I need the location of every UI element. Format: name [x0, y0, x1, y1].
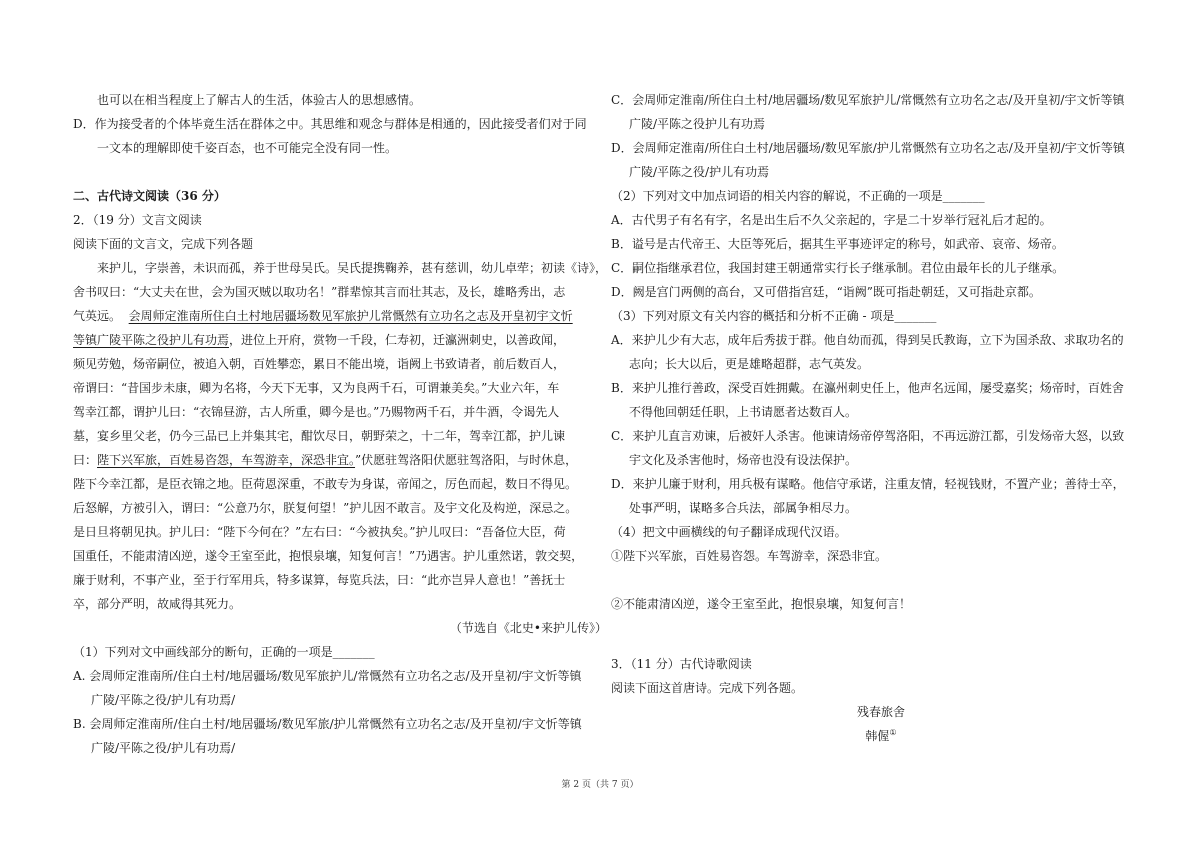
option-b-cont: 不得他回朝廷任职，上书请愿者达数百人。 — [629, 405, 858, 419]
passage-line: 卒，部分严明，故咸得其死力。 — [73, 597, 242, 611]
text-line: 也可以在相当程度上了解古人的生活，体验古人的思想感情。 — [97, 93, 422, 107]
translation-item: ①陛下兴军旅，百姓易咨怨。车驾游幸，深恐非宜。 — [611, 549, 888, 563]
option-d: D．阙是宫门两侧的高台，又可借指宫廷，“诣阙”既可指赴朝廷，又可指赴京都。 — [611, 285, 1041, 299]
option-c: C．来护儿直言劝谏，后被奸人杀害。他谏请炀帝停驾洛阳，不再远游江都，引发炀帝大怒，以致 — [611, 429, 1125, 443]
poem-title: 残春旅舍 — [856, 705, 905, 719]
passage-text: 曰： — [73, 453, 98, 467]
right-column — [611, 88, 1151, 748]
underlined-text: 会周师定淮南所住白土村地居疆场数见军旅护儿常慨然有立功名之志及开皇初宇文忻 — [128, 309, 573, 323]
passage-line: 帝谓曰：“昔国步未康，卿为名将，今天下无事，又为良两千石，可谓兼美矣。”大业六年，车 — [73, 381, 560, 395]
passage-line: 陛下今幸江都，是臣衣锦之地。臣荷恩深重，不敢专为身谋，帝闻之，厉色而起，数日不得见。 — [73, 477, 578, 491]
passage-line: 是日旦将朝见执。护儿曰：“陛下今何在？”左右曰：“今被执矣。”护儿叹曰：“吾备位大臣，荷 — [73, 525, 566, 539]
option-a: A．古代男子有名有字，名是出生后不久父亲起的，字是二十岁举行冠礼后才起的。 — [611, 213, 1052, 227]
question: （4）把文中画横线的句子翻译成现代汉语。 — [611, 525, 847, 539]
option-d: D．作为接受者的个体毕竟生活在群体之中。其思维和观念与群体是相通的，因此接受者们对于同 — [73, 117, 587, 131]
option-b: B．来护儿推行善政，深受百姓拥戴。在瀛州刺史任上，他声名远闻，屡受嘉奖；炀帝时，百姓舍 — [611, 381, 1124, 395]
passage-line: 廉于财利，不事产业，至于行军用兵，特多谋算，每览兵法，曰：“此亦岂异人意也！”善抚士 — [73, 573, 566, 587]
passage-line — [73, 328, 613, 352]
option-b: B. 会周师定淮南所/住白土村/地居疆场/数见军旅/护儿常慨然有立功名之志/及开皇初/宇文忻等镇 — [73, 717, 582, 731]
question-heading: 2．（19 分）文言文阅读 — [73, 213, 202, 227]
passage-line: 墓，宴乡里父老，仍今三品已上并集其宅，酣饮尽日，朝野荣之，十二年，驾幸江都，护儿谏 — [73, 429, 566, 443]
question-heading: 3．（11 分）古代诗歌阅读 — [611, 657, 752, 671]
passage-text: ”伏愿驻驾洛阳伏愿驻驾洛阳，与时休息， — [355, 453, 578, 467]
passage-line — [73, 304, 613, 328]
option-d-cont: 处事严明，谋略多合兵法，部属争相尽力。 — [629, 501, 858, 515]
option-a-cont: 志向；长大以后，更是雄略超群，志气英发。 — [629, 357, 870, 371]
underlined-text: 陛下兴军旅，百姓易咨怨，车驾游幸，深恐非宜。 — [97, 453, 356, 467]
footnote-marker: ① — [889, 728, 897, 737]
passage-line: 国重任，不能肃清凶逆，遂令王室至此，抱恨泉壤，知复何言！”乃遇害。护儿重然诺，敦交契， — [73, 549, 584, 563]
page-footer: 第 2 页（共 7 页） — [561, 780, 639, 790]
question: （2）下列对文中加点词语的相关内容的解说，不正确的一项是_______ — [611, 189, 985, 203]
poem-author-name: 韩偓 — [865, 729, 890, 743]
option-c: C．会周师定淮南/所住白土村/地居疆场/数见军旅护儿/常慨然有立功名之志/及开皇初/宇文忻等镇 — [611, 93, 1125, 107]
option-c-cont: 广陵/平陈之役护儿有功焉 — [629, 117, 766, 131]
option-b: B．谥号是古代帝王、大臣等死后，据其生平事迹评定的称号，如武帝、哀帝、炀帝。 — [611, 237, 1064, 251]
passage-text: 气英远。 — [73, 309, 122, 323]
option-a: A. 会周师定淮南所/住白土村/地居疆场/数见军旅护儿/常慨然有立功名之志/及开皇初/宇文忻等镇 — [73, 669, 582, 683]
option-c-cont: 宇文化及杀害他时，炀帝也没有设法保护。 — [629, 453, 858, 467]
option-d: D．来护儿廉于财利，用兵极有谋略。他信守承诺，注重友情，轻视钱财，不置产业；善待士卒， — [611, 477, 1125, 491]
source-citation: （节选自《北史•来护儿传》） — [449, 621, 607, 635]
passage-line: 舍书叹曰：“大丈夫在世，会为国灭贼以取功名！”群辈惊其言而壮其志，及长，雄略秀出，志 — [73, 285, 566, 299]
option-b-cont: 广陵/平陈之役/护儿有功焉/ — [91, 741, 236, 755]
question: （3）下列对原文有关内容的概括和分析不正确 - 项是_______ — [611, 309, 937, 323]
option-d-cont: 广陵/平陈之役/护儿有功焉 — [629, 165, 770, 179]
text-line: 一文本的理解即使千姿百态，也不可能完全没有同一性。 — [97, 141, 398, 155]
question: （1）下列对文中画线部分的断句，正确的一项是_______ — [73, 645, 375, 659]
passage-line: 后怒解，方被引入，谓曰：“公意乃尔，朕复何望！”护儿因不敢言。及宇文化及构逆，深忌之。 — [73, 501, 578, 515]
passage-text: ，进位上开府，赏物一千段，仁寿初，迁瀛洲刺史，以善政闻， — [229, 333, 566, 347]
instruction: 阅读下面这首唐诗。完成下列各题。 — [611, 681, 804, 695]
poem-author — [611, 724, 1151, 748]
passage-line: 来护儿，字崇善，未识而孤，养于世母吴氏。吴氏提携鞠养，甚有慈训，幼儿卓荦；初读《诗》， — [97, 261, 608, 275]
option-a: A．来护儿少有大志，成年后秀拔于群。他自幼而孤，得到吴氏教诲，立下为国杀敌、求取功名的 — [611, 333, 1124, 347]
underlined-text: 等镇广陵平陈之役护儿有功焉 — [73, 333, 230, 347]
instruction: 阅读下面的文言文，完成下列各题 — [73, 237, 254, 251]
passage-line: 驾幸江都，谓护儿曰：“衣锦昼游，古人所重，卿今是也。”乃赐物两千石，并牛酒，令谒先人 — [73, 405, 560, 419]
section-title: 二、古代诗文阅读（36 分） — [73, 189, 226, 203]
translation-item: ②不能肃清凶逆，遂令王室至此，抱恨泉壤，知复何言！ — [611, 597, 912, 611]
left-column — [73, 88, 613, 760]
option-a-cont: 广陵/平陈之役/护儿有功焉/ — [91, 693, 236, 707]
passage-line: 频见劳勉，炀帝嗣位，被追入朝，百姓攀恋，累日不能出境，诣阙上书致请者，前后数百人， — [73, 357, 566, 371]
option-c: C．嗣位指继承君位，我国封建王朝通常实行长子继承制。君位由最年长的儿子继承。 — [611, 261, 1065, 275]
passage-line — [73, 448, 613, 472]
option-d: D．会周师定淮南/所住白土村/地居疆场/数见军旅/护儿常慨然有立功名之志/及开皇初/宇文忻等镇 — [611, 141, 1125, 155]
